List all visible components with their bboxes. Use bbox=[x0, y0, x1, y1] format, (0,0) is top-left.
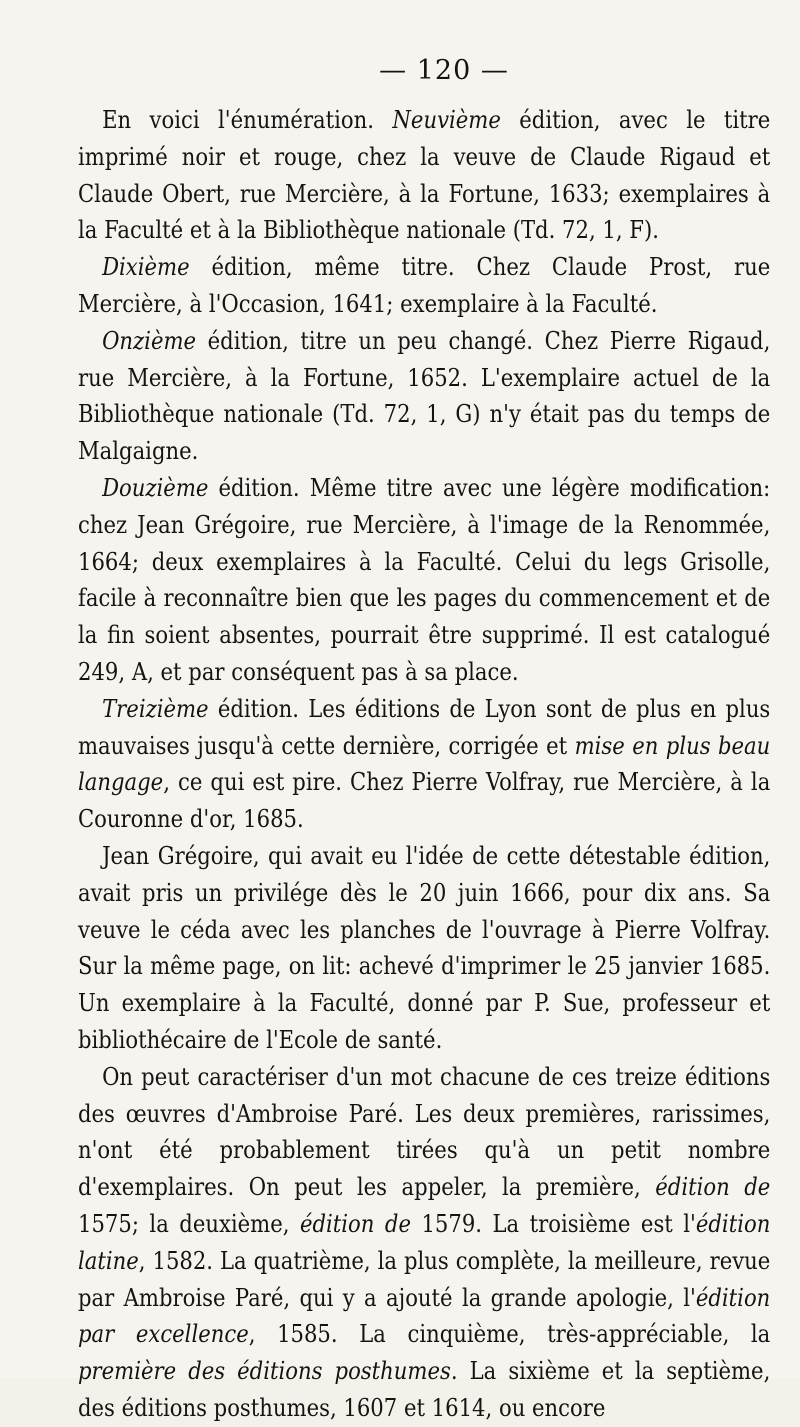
text-run: 1579. La troisième est l' bbox=[410, 1208, 696, 1238]
italic-run: mise en plus beau langage bbox=[78, 730, 771, 797]
text-run: 1575; la deuxième, bbox=[78, 1208, 300, 1238]
italic-run: Treizième bbox=[102, 693, 209, 723]
text-run: , 1582. La quatrième, la plus complète, la meilleure, revue par Ambroise Paré, qui y a ajouté la grande apologie, l' bbox=[78, 1245, 771, 1312]
italic-run: édition de bbox=[299, 1208, 411, 1238]
italic-run: première des éditions posthumes bbox=[78, 1356, 451, 1386]
paragraph bbox=[78, 102, 770, 249]
text-run: édition, avec le titre imprimé noir et rouge, chez la veuve de Claude Rigaud et Claude Obert, rue Mercière, à la Fortune, 1633; exemplaires à la Faculté et à la Bibliothèque nationale (Td. 72, 1, F). bbox=[78, 105, 771, 245]
paragraph bbox=[78, 323, 770, 470]
text-run: , 1585. La cinquième, très-appréciable, la bbox=[248, 1319, 771, 1349]
italic-run: édition par excellence bbox=[78, 1282, 771, 1349]
paragraph bbox=[78, 691, 770, 838]
italic-run: Neuvième bbox=[392, 105, 501, 134]
italic-run: Onzième bbox=[102, 325, 197, 355]
text-run: , ce qui est pire. Chez Pierre Volfray, rue Mercière, à la Couronne d'or, 1685. bbox=[78, 767, 771, 834]
text-run: édition. Même titre avec une légère modification: chez Jean Grégoire, rue Mercière, à l'image de la Renommée, 1664; deux exemplaires à la Faculté. Celui du legs Grisolle, facile à reconnaître bien que les pages du commencement et de la fin soient absentes, pourrait être supprimé. Il est catalogué 249, A, et par conséquent pas à sa place. bbox=[78, 472, 771, 686]
italic-run: Dixième bbox=[102, 252, 190, 282]
italic-run: édition latine bbox=[78, 1208, 771, 1275]
italic-run: Douzième bbox=[102, 472, 209, 502]
paragraph bbox=[78, 470, 770, 691]
text-run: Jean Grégoire, qui avait eu l'idée de cette détestable édition, avait pris un privilége dès le 20 juin 1666, pour dix ans. Sa veuve le céda avec les planches de l'ouvrage à Pierre Volfray. Sur la même page, on lit: achevé d'imprimer le 25 janvier 1685. Un exemplaire à la Faculté, donné par P. Sue, professeur et bibliothécaire de l'Ecole de santé. bbox=[78, 840, 771, 1054]
text-run: édition, titre un peu changé. Chez Pierre Rigaud, rue Mercière, à la Fortune, 1652. L'exemplaire actuel de la Bibliothèque nationale (Td. 72, 1, G) n'y était pas du temps de Malgaigne. bbox=[78, 325, 771, 466]
text-run: En voici l'énumération. bbox=[102, 105, 393, 134]
paragraph bbox=[78, 249, 770, 323]
text-run: . La sixième et la septième, des éditions posthumes, 1607 et 1614, ou encore bbox=[78, 1356, 771, 1422]
paragraph bbox=[78, 838, 770, 1059]
italic-run: édition de bbox=[655, 1172, 771, 1202]
text-run: édition. Les éditions de Lyon sont de plus en plus mauvaises jusqu'à cette dernière, corrigée et bbox=[78, 693, 771, 760]
paragraph bbox=[78, 1059, 770, 1427]
body-text bbox=[78, 102, 770, 1427]
text-run: édition, même titre. Chez Claude Prost, rue Mercière, à l'Occasion, 1641; exemplaire à la Faculté. bbox=[78, 252, 771, 318]
page-number: — 120 — bbox=[379, 55, 509, 86]
text-run: On peut caractériser d'un mot chacune de ces treize éditions des œuvres d'Ambroise Paré. Les deux premières, rarissimes, n'ont été probablement tirées qu'à un petit nombre d'exemplaires. On peut les appeler, la première, bbox=[78, 1061, 771, 1202]
